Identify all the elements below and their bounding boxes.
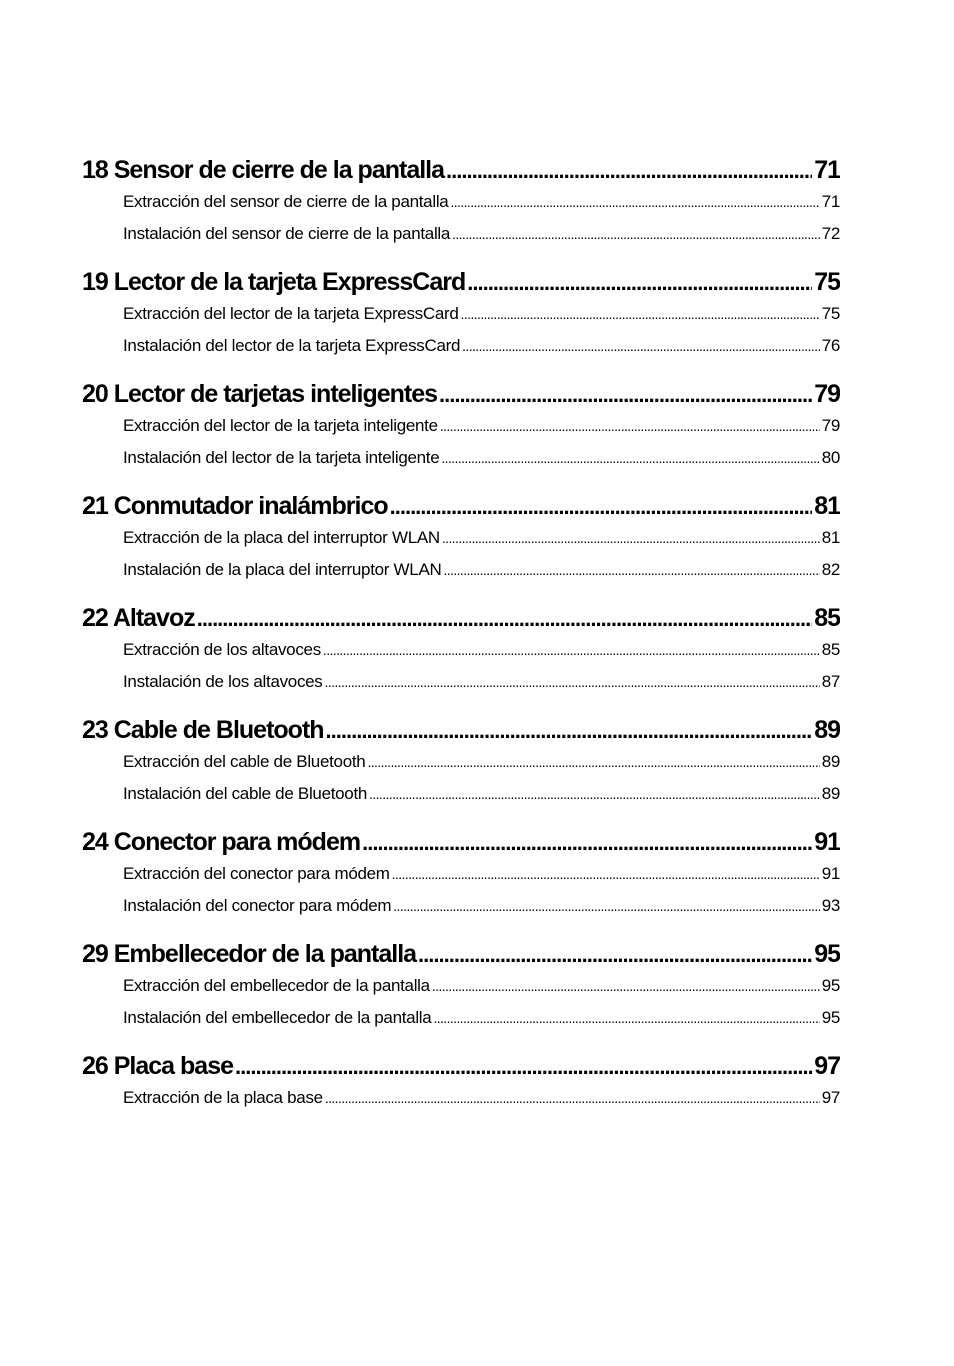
toc-chapter-23 (82, 716, 840, 816)
dot-leader (369, 786, 820, 802)
chapter-title: 24 Conector para módem (82, 828, 361, 856)
chapter-page-number: 91 (814, 828, 840, 856)
section-page-number: 85 (821, 640, 840, 659)
dot-leader (440, 418, 820, 434)
chapter-page-number: 81 (814, 492, 840, 520)
chapter-entry[interactable] (82, 828, 840, 864)
section-page-number: 89 (821, 752, 840, 771)
section-title: Extracción de los altavoces (123, 640, 321, 659)
chapter-entry[interactable] (82, 716, 840, 752)
dot-leader (439, 382, 812, 408)
dot-leader (362, 830, 812, 856)
dot-leader (325, 674, 820, 690)
section-title: Instalación del lector de la tarjeta inteligente (123, 448, 440, 467)
section-entry[interactable] (82, 976, 840, 1008)
chapter-entry[interactable] (82, 268, 840, 304)
section-entry[interactable] (82, 640, 840, 672)
dot-leader (443, 562, 819, 578)
section-entry[interactable] (82, 304, 840, 336)
section-title: Extracción del conector para módem (123, 864, 390, 883)
section-page-number: 87 (821, 672, 840, 691)
chapter-entry[interactable] (82, 380, 840, 416)
chapter-entry[interactable] (82, 940, 840, 976)
dot-leader (326, 718, 813, 744)
section-entry[interactable] (82, 336, 840, 368)
dot-leader (235, 1054, 812, 1080)
dot-leader (462, 338, 820, 354)
toc-chapter-21 (82, 492, 840, 592)
section-entry[interactable] (82, 1008, 840, 1040)
dot-leader (393, 898, 819, 914)
dot-leader (441, 450, 819, 466)
section-title: Instalación del conector para módem (123, 896, 392, 915)
dot-leader (433, 1010, 819, 1026)
section-page-number: 80 (821, 448, 840, 467)
section-entry[interactable] (82, 416, 840, 448)
section-page-number: 71 (821, 192, 840, 211)
chapter-page-number: 89 (814, 716, 840, 744)
toc-chapter-26 (82, 1052, 840, 1120)
section-page-number: 89 (821, 784, 840, 803)
section-entry[interactable] (82, 896, 840, 928)
dot-leader (467, 270, 812, 296)
section-entry[interactable] (82, 528, 840, 560)
chapter-entry[interactable] (82, 156, 840, 192)
chapter-page-number: 71 (814, 156, 840, 184)
dot-leader (418, 942, 812, 968)
section-page-number: 75 (821, 304, 840, 323)
section-title: Instalación del cable de Bluetooth (123, 784, 368, 803)
dot-leader (446, 158, 812, 184)
section-page-number: 95 (821, 976, 840, 995)
section-entry[interactable] (82, 560, 840, 592)
section-entry[interactable] (82, 192, 840, 224)
section-title: Extracción del cable de Bluetooth (123, 752, 366, 771)
chapter-title: 29 Embellecedor de la pantalla (82, 940, 417, 968)
chapter-title: 20 Lector de tarjetas inteligentes (82, 380, 438, 408)
dot-leader (461, 306, 820, 322)
section-title: Extracción de la placa del interruptor WLAN (123, 528, 440, 547)
toc-chapter-29 (82, 940, 840, 1040)
section-title: Instalación del sensor de cierre de la pantalla (123, 224, 451, 243)
section-title: Extracción del lector de la tarjeta ExpressCard (123, 304, 459, 323)
dot-leader (450, 194, 819, 210)
section-page-number: 91 (821, 864, 840, 883)
chapter-entry[interactable] (82, 1052, 840, 1088)
section-title: Instalación del embellecedor de la pantalla (123, 1008, 432, 1027)
section-title: Extracción del lector de la tarjeta inteligente (123, 416, 438, 435)
dot-leader (367, 754, 819, 770)
section-title: Extracción de la placa base (123, 1088, 323, 1107)
dot-leader (323, 642, 820, 658)
dot-leader (452, 226, 820, 242)
chapter-title: 19 Lector de la tarjeta ExpressCard (82, 268, 466, 296)
chapter-title: 21 Conmutador inalámbrico (82, 492, 388, 520)
section-page-number: 97 (821, 1088, 840, 1107)
section-entry[interactable] (82, 448, 840, 480)
toc-chapter-22 (82, 604, 840, 704)
section-page-number: 81 (821, 528, 840, 547)
chapter-entry[interactable] (82, 604, 840, 640)
chapter-title: 26 Placa base (82, 1052, 234, 1080)
section-title: Instalación de los altavoces (123, 672, 323, 691)
dot-leader (325, 1090, 820, 1106)
dot-leader (432, 978, 820, 994)
dot-leader (197, 606, 812, 632)
section-page-number: 79 (821, 416, 840, 435)
section-entry[interactable] (82, 784, 840, 816)
chapter-title: 22 Altavoz (82, 604, 195, 632)
chapter-entry[interactable] (82, 492, 840, 528)
chapter-page-number: 85 (814, 604, 840, 632)
dot-leader (442, 530, 820, 546)
toc-chapter-20 (82, 380, 840, 480)
section-page-number: 93 (821, 896, 840, 915)
section-entry[interactable] (82, 224, 840, 256)
table-of-contents (82, 156, 840, 1132)
section-entry[interactable] (82, 752, 840, 784)
toc-chapter-18 (82, 156, 840, 256)
section-entry[interactable] (82, 672, 840, 704)
section-title: Instalación de la placa del interruptor WLAN (123, 560, 442, 579)
chapter-page-number: 95 (814, 940, 840, 968)
dot-leader (392, 866, 820, 882)
section-entry[interactable] (82, 864, 840, 896)
section-page-number: 72 (821, 224, 840, 243)
toc-chapter-19 (82, 268, 840, 368)
toc-chapter-24 (82, 828, 840, 928)
chapter-title: 23 Cable de Bluetooth (82, 716, 324, 744)
section-title: Extracción del embellecedor de la pantalla (123, 976, 430, 995)
chapter-title: 18 Sensor de cierre de la pantalla (82, 156, 445, 184)
dot-leader (390, 494, 813, 520)
chapter-page-number: 79 (814, 380, 840, 408)
section-entry[interactable] (82, 1088, 840, 1120)
chapter-page-number: 75 (814, 268, 840, 296)
section-page-number: 95 (821, 1008, 840, 1027)
section-page-number: 76 (821, 336, 840, 355)
chapter-page-number: 97 (814, 1052, 840, 1080)
section-title: Extracción del sensor de cierre de la pantalla (123, 192, 449, 211)
section-title: Instalación del lector de la tarjeta ExpressCard (123, 336, 461, 355)
section-page-number: 82 (821, 560, 840, 579)
